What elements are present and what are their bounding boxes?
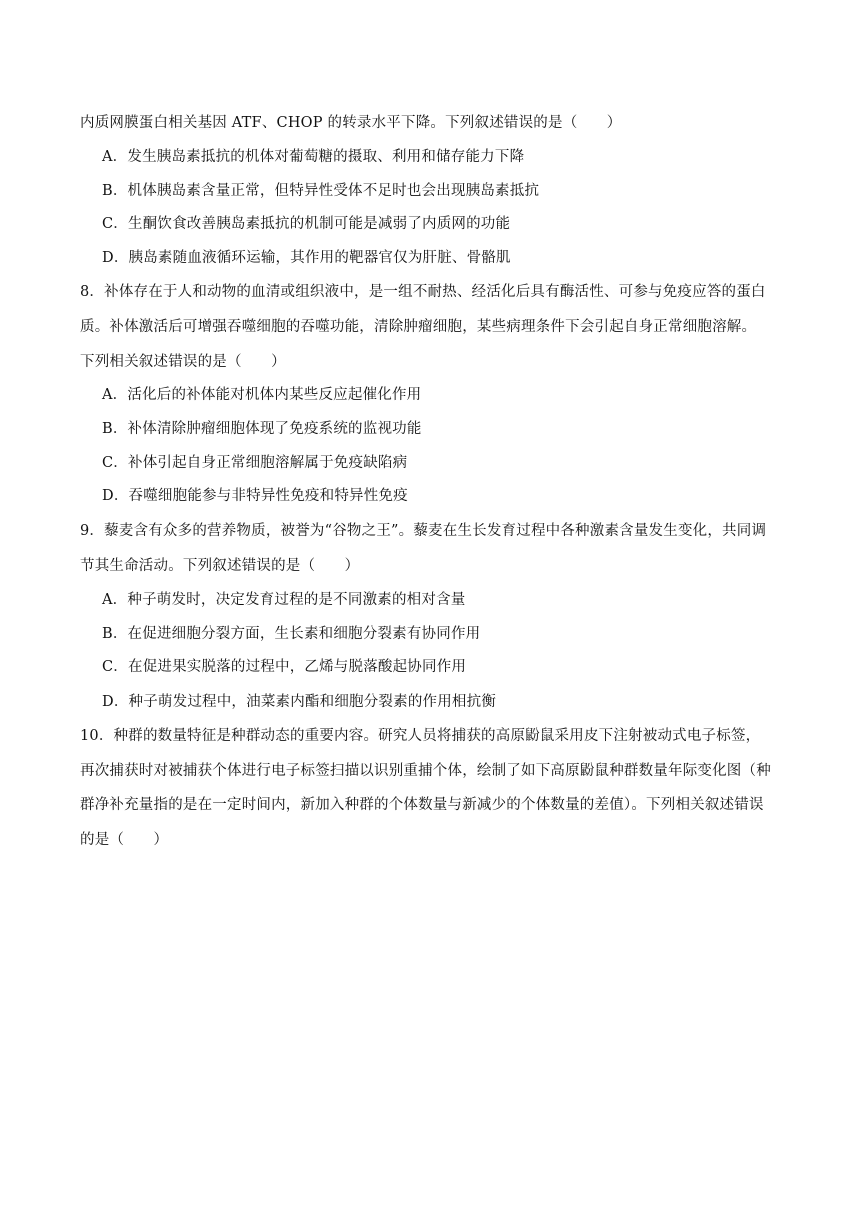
q7-option-c: C．生酮饮食改善胰岛素抵抗的机制可能是减弱了内质网的功能 bbox=[102, 216, 511, 232]
q8-stem-line-3: 下列相关叙述错误的是（ ） bbox=[80, 354, 286, 370]
q8-option-a: A．活化后的补体能对机体内某些反应起催化作用 bbox=[102, 387, 422, 403]
q8-option-c: C．补体引起自身正常细胞溶解属于免疫缺陷病 bbox=[102, 455, 408, 471]
q10-stem-line-2: 再次捕获时对被捕获个体进行电子标签扫描以识别重捕个体，绘制了如下高原鼢鼠种群数量年际变化图（种 bbox=[80, 763, 771, 779]
q9-stem-line-1: 9．藜麦含有众多的营养物质，被誉为“谷物之王”。藜麦在生长发育过程中各种激素含量发生变化，共同调 bbox=[80, 523, 767, 539]
q10-stem-line-4: 的是（ ） bbox=[80, 832, 169, 848]
q8-option-d: D．吞噬细胞能参与非特异性免疫和特异性免疫 bbox=[102, 488, 408, 504]
q7-option-a: A．发生胰岛素抵抗的机体对葡萄糖的摄取、利用和储存能力下降 bbox=[102, 149, 525, 165]
q8-option-b: B．补体清除肿瘤细胞体现了免疫系统的监视功能 bbox=[102, 421, 422, 437]
q10-stem-line-3: 群净补充量指的是在一定时间内，新加入种群的个体数量与新减少的个体数量的差值）。下列相关叙述错误 bbox=[80, 797, 764, 813]
q7-option-b: B．机体胰岛素含量正常，但特异性受体不足时也会出现胰岛素抵抗 bbox=[102, 183, 540, 199]
q9-option-b: B．在促进细胞分裂方面，生长素和细胞分裂素有协同作用 bbox=[102, 626, 481, 642]
q9-option-c: C．在促进果实脱落的过程中，乙烯与脱落酸起协同作用 bbox=[102, 659, 467, 675]
q9-option-a: A．种子萌发时，决定发育过程的是不同激素的相对含量 bbox=[102, 592, 466, 608]
q10-stem-line-1: 10．种群的数量特征是种群动态的重要内容。研究人员将捕获的高原鼢鼠采用皮下注射被动式电子标签， bbox=[80, 728, 761, 744]
q9-stem-line-2: 节其生命活动。下列叙述错误的是（ ） bbox=[80, 558, 360, 574]
q9-option-d: D．种子萌发过程中，油菜素内酯和细胞分裂素的作用相抗衡 bbox=[102, 694, 497, 710]
q8-stem-line-2: 质。补体激活后可增强吞噬细胞的吞噬功能，清除肿瘤细胞，某些病理条件下会引起自身正常细胞溶解。 bbox=[80, 319, 757, 335]
q7-option-d: D．胰岛素随血液循环运输，其作用的靶器官仅为肝脏、骨骼肌 bbox=[102, 250, 511, 266]
q8-stem-line-1: 8．补体存在于人和动物的血清或组织液中，是一组不耐热、经活化后具有酶活性、可参与免疫应答的蛋白 bbox=[80, 284, 766, 300]
q7-stem-line: 内质网膜蛋白相关基因 ATF、CHOP 的转录水平下降。下列叙述错误的是（ ） bbox=[80, 115, 622, 131]
